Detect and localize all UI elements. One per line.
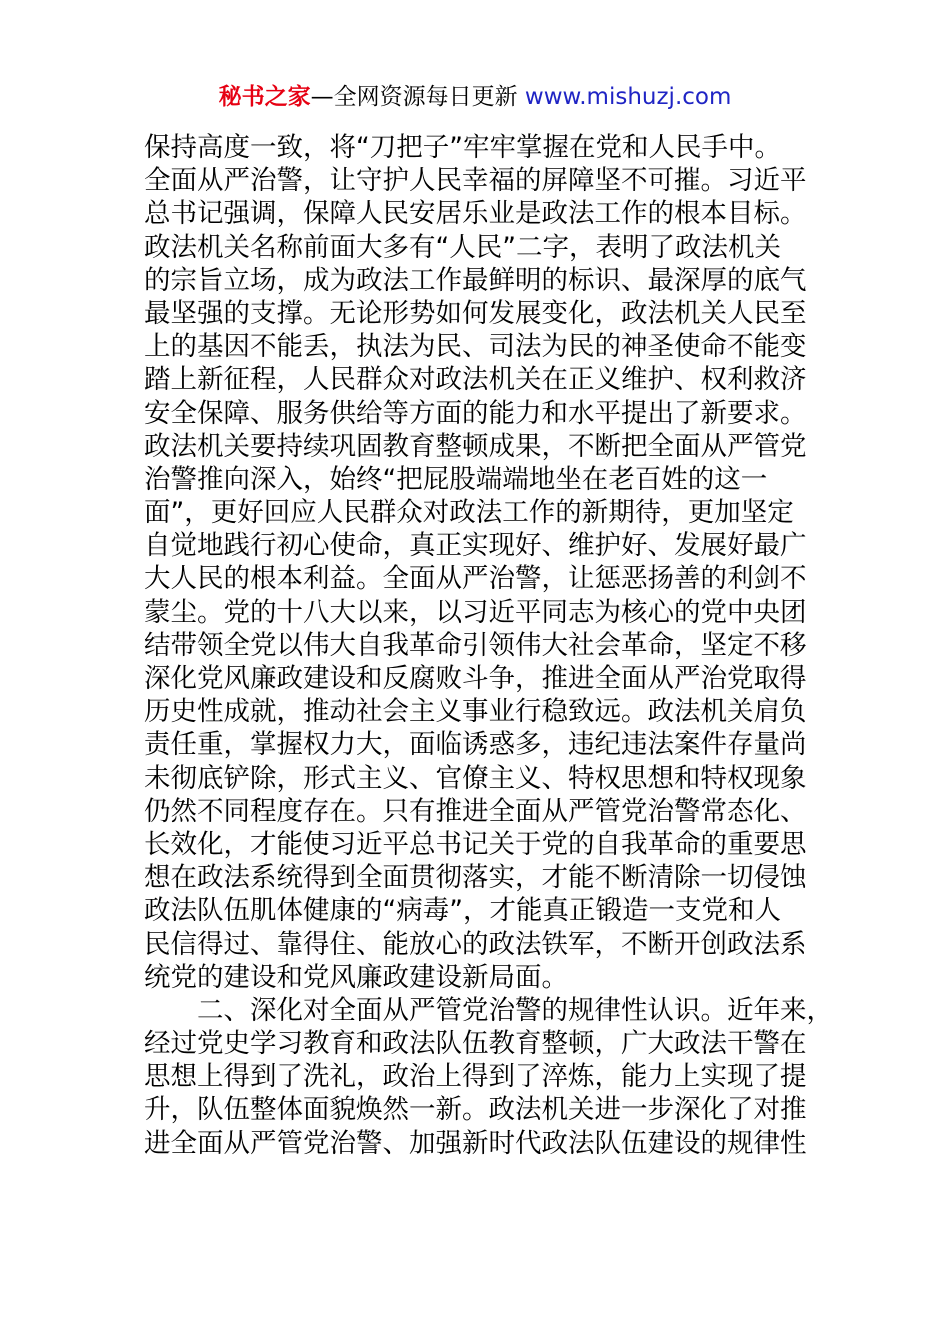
text-line: 未彻底铲除，形式主义、官僚主义、特权思想和特权现象 <box>144 762 807 794</box>
body-text <box>144 131 844 1160</box>
text-line: 最坚强的支撑。无论形势如何发展变化，政法机关人民至 <box>144 297 807 329</box>
text-line: 大人民的根本利益。全面从严治警，让惩恶扬善的利剑不 <box>144 563 807 595</box>
text-line: 思想上得到了洗礼，政治上得到了淬炼，能力上实现了提 <box>144 1061 807 1093</box>
text-line: 面”，更好回应人民群众对政法工作的新期待，更加坚定 <box>144 497 794 529</box>
text-line: 政法机关要持续巩固教育整顿成果，不断把全面从严管党 <box>144 430 807 462</box>
text-line: 上的基因不能丢，执法为民、司法为民的神圣使命不能变 <box>144 331 807 363</box>
text-line: 经过党史学习教育和政法队伍教育整顿，广大政法干警在 <box>144 1028 807 1060</box>
text-line: 保持高度一致，将“刀把子”牢牢掌握在党和人民手中。 <box>144 132 781 163</box>
text-line: 政法机关名称前面大多有“人民”二字，表明了政法机关 <box>144 231 781 263</box>
text-line: 进全面从严管党治警、加强新时代政法队伍建设的规律性 <box>144 1127 807 1159</box>
text-line: 自觉地践行初心使命，真正实现好、维护好、发展好最广 <box>144 530 807 562</box>
text-line: 总书记强调，保障人民安居乐业是政法工作的根本目标。 <box>144 198 807 230</box>
text-line: 政法队伍肌体健康的“病毒”，才能真正锻造一支党和人 <box>144 895 781 927</box>
text-line: 仍然不同程度存在。只有推进全面从严管党治警常态化、 <box>144 795 807 827</box>
text-line: 的宗旨立场，成为政法工作最鲜明的标识、最深厚的底气 <box>144 264 807 296</box>
text-line: 踏上新征程，人民群众对政法机关在正义维护、权利救济 <box>144 364 807 396</box>
text-line: 治警推向深入，始终“把屁股端端地坐在老百姓的这一 <box>144 463 768 495</box>
text-line: 统党的建设和党风廉政建设新局面。 <box>144 961 568 993</box>
text-line: 深化党风廉政建设和反腐败斗争，推进全面从严治党取得 <box>144 663 807 694</box>
brand-name: 秘书之家 <box>218 84 311 110</box>
page-header <box>0 82 950 112</box>
text-line: 历史性成就，推动社会主义事业行稳致远。政法机关肩负 <box>144 696 807 728</box>
header-tagline: —全网资源每日更新 <box>310 84 518 110</box>
text-line: 想在政法系统得到全面贯彻落实，才能不断清除一切侵蚀 <box>144 862 807 894</box>
text-line: 全面从严治警，让守护人民幸福的屏障坚不可摧。习近平 <box>144 165 807 197</box>
text-line: 长效化，才能使习近平总书记关于党的自我革命的重要思 <box>144 828 807 860</box>
text-line: 安全保障、服务供给等方面的能力和水平提出了新要求。 <box>144 397 807 429</box>
text-line: 责任重，掌握权力大，面临诱惑多，违纪违法案件存量尚 <box>144 729 807 761</box>
site-url[interactable]: www.mishuzj.com <box>524 84 732 110</box>
text-line: 结带领全党以伟大自我革命引领伟大社会革命，坚定不移 <box>144 629 807 661</box>
section-heading-line: 二、深化对全面从严管党治警的规律性认识。近年来， <box>197 994 833 1026</box>
text-line: 升，队伍整体面貌焕然一新。政法机关进一步深化了对推 <box>144 1094 807 1126</box>
text-line: 蒙尘。党的十八大以来，以习近平同志为核心的党中央团 <box>144 596 807 628</box>
text-line: 民信得过、靠得住、能放心的政法铁军，不断开创政法系 <box>144 928 807 960</box>
